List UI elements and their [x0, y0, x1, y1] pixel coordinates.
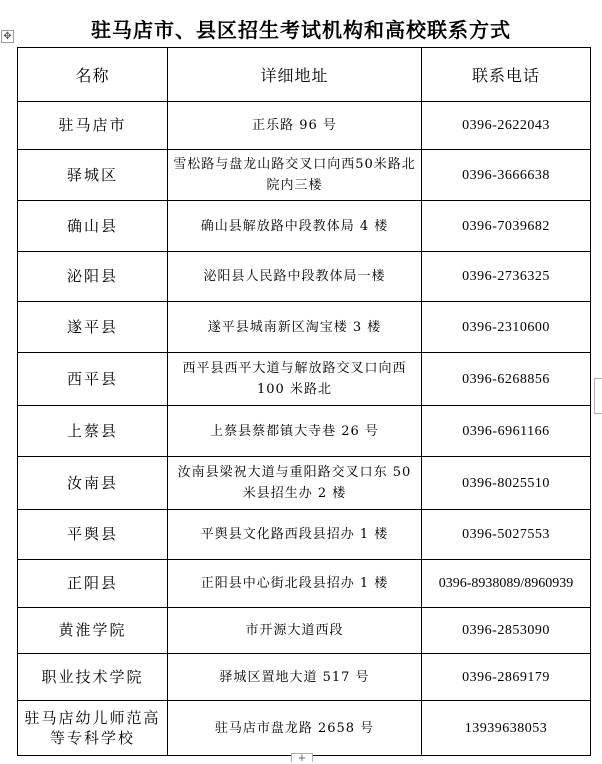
cell-name: 汝南县 [18, 457, 168, 510]
cell-name: 西平县 [18, 353, 168, 406]
table-row [18, 701, 591, 756]
table-row [18, 457, 591, 510]
table-row [18, 302, 591, 353]
table-row [18, 150, 591, 201]
table-row [18, 560, 591, 608]
header-phone: 联系电话 [422, 48, 591, 102]
cell-address: 遂平县城南新区淘宝楼 3 楼 [168, 302, 422, 353]
cell-phone: 0396-8025510 [422, 457, 591, 510]
cell-address: 驻马店市盘龙路 2658 号 [168, 701, 422, 756]
cell-name: 驻马店市 [18, 102, 168, 150]
cell-name: 职业技术学院 [18, 654, 168, 701]
table-row [18, 608, 591, 654]
cell-address: 正乐路 96 号 [168, 102, 422, 150]
table-row [18, 201, 591, 252]
cell-name: 正阳县 [18, 560, 168, 608]
cell-address: 雪松路与盘龙山路交叉口向西50米路北院内三楼 [168, 150, 422, 201]
cell-phone: 0396-6961166 [422, 406, 591, 457]
table-move-handle-icon[interactable]: ✥ [1, 30, 14, 43]
cell-phone: 0396-7039682 [422, 201, 591, 252]
page-title: 驻马店市、县区招生考试机构和高校联系方式 [91, 18, 511, 42]
header-address: 详细地址 [168, 48, 422, 102]
cell-address: 西平县西平大道与解放路交叉口向西 100 米路北 [168, 353, 422, 406]
cell-phone: 13939638053 [422, 701, 591, 756]
table-row [18, 252, 591, 302]
table-row [18, 353, 591, 406]
cell-phone: 0396-2310600 [422, 302, 591, 353]
table-header-row [18, 48, 591, 102]
cell-phone: 0396-5027553 [422, 510, 591, 560]
add-row-plus-icon[interactable]: + [291, 753, 313, 762]
cell-name: 遂平县 [18, 302, 168, 353]
cell-address: 正阳县中心街北段县招办 1 楼 [168, 560, 422, 608]
cell-phone: 0396-2736325 [422, 252, 591, 302]
cell-phone: 0396-2853090 [422, 608, 591, 654]
cell-address: 确山县解放路中段教体局 4 楼 [168, 201, 422, 252]
cell-name: 泌阳县 [18, 252, 168, 302]
cell-phone: 0396-8938089/8960939 [422, 560, 591, 608]
cell-address: 市开源大道西段 [168, 608, 422, 654]
cell-address: 汝南县梁祝大道与重阳路交叉口东 50 米县招生办 2 楼 [168, 457, 422, 510]
cell-address: 上蔡县蔡都镇大寺巷 26 号 [168, 406, 422, 457]
cell-address: 泌阳县人民路中段教体局一楼 [168, 252, 422, 302]
cell-name: 确山县 [18, 201, 168, 252]
table-row [18, 510, 591, 560]
cell-phone: 0396-6268856 [422, 353, 591, 406]
cell-phone: 0396-2869179 [422, 654, 591, 701]
cell-address: 平舆县文化路西段县招办 1 楼 [168, 510, 422, 560]
cell-name: 驻马店幼儿师范高等专科学校 [18, 701, 168, 756]
cell-address: 驿城区置地大道 517 号 [168, 654, 422, 701]
cell-name: 平舆县 [18, 510, 168, 560]
header-name: 名称 [18, 48, 168, 102]
cell-name: 黄淮学院 [18, 608, 168, 654]
contact-table [17, 47, 591, 756]
table-row [18, 406, 591, 457]
table-row [18, 102, 591, 150]
cell-phone: 0396-3666638 [422, 150, 591, 201]
cell-name: 上蔡县 [18, 406, 168, 457]
cell-phone: 0396-2622043 [422, 102, 591, 150]
table-row [18, 654, 591, 701]
cell-name: 驿城区 [18, 150, 168, 201]
row-resize-handle[interactable] [594, 378, 602, 414]
